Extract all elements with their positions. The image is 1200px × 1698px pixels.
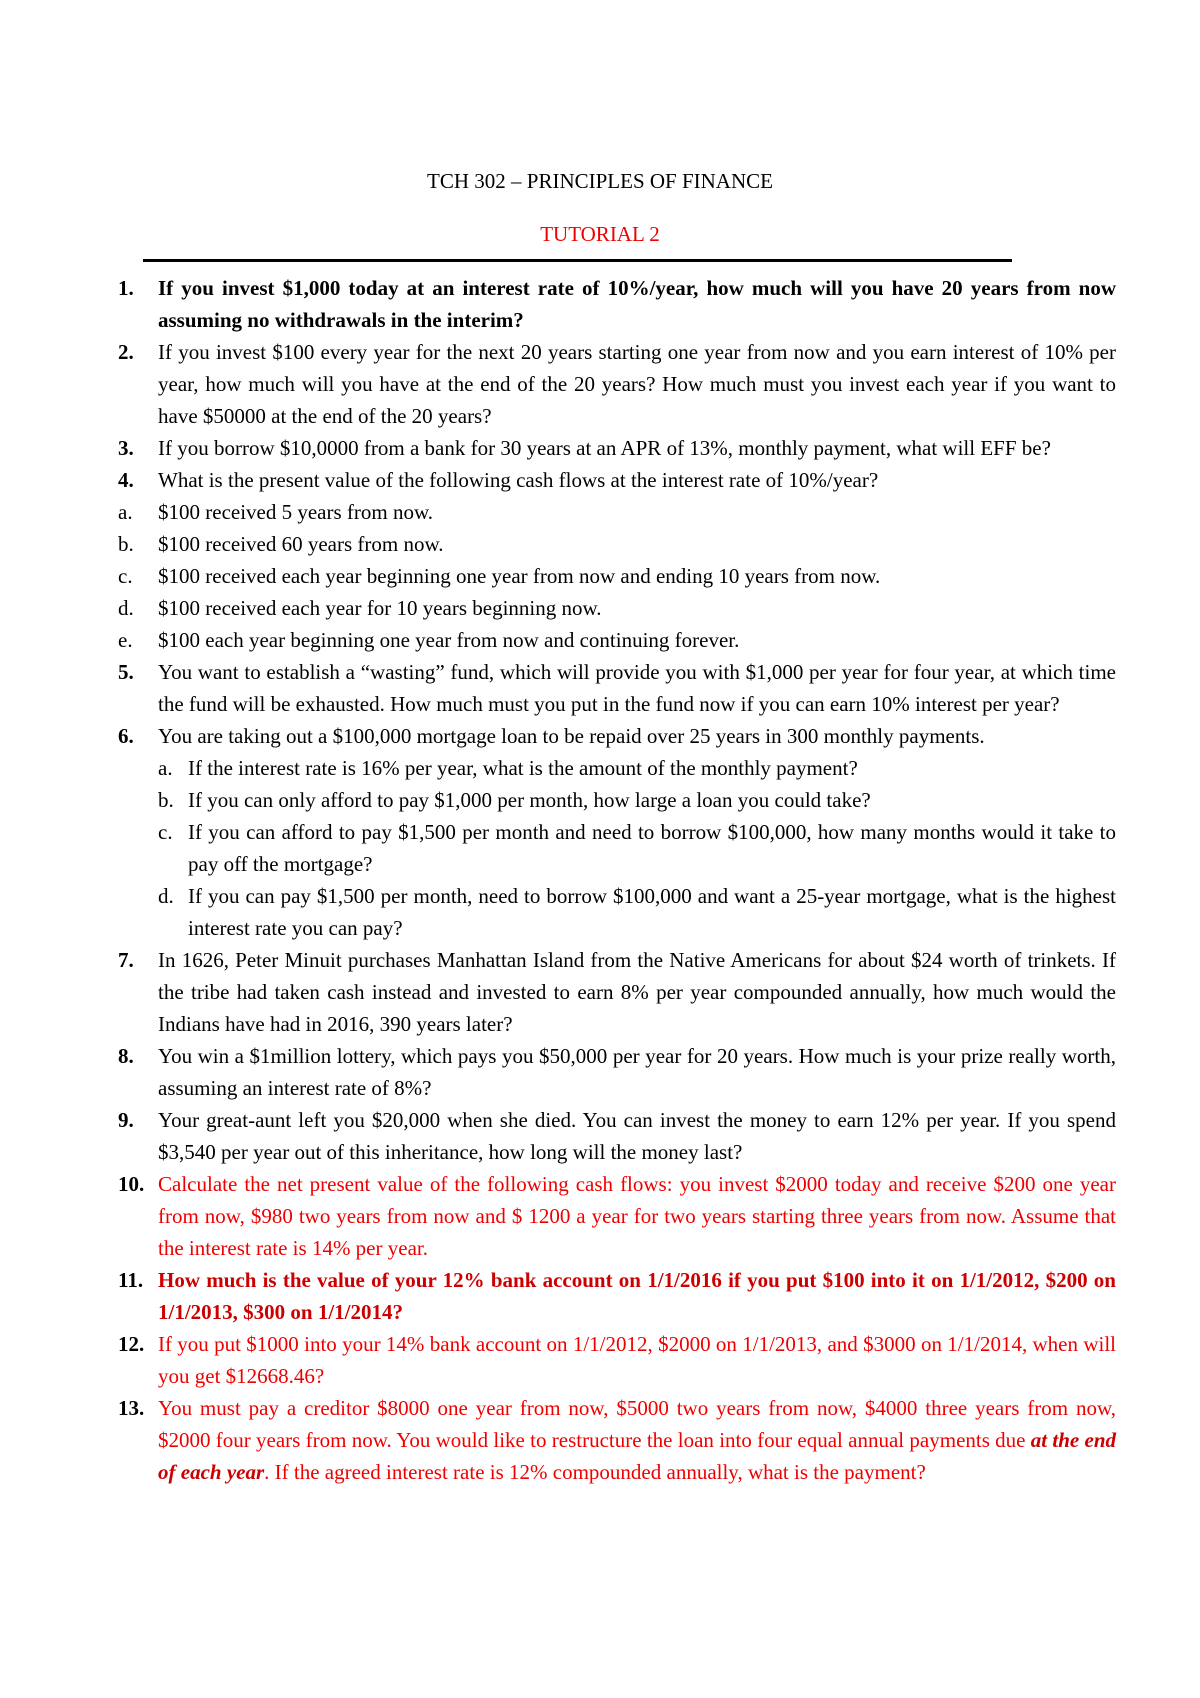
question-number: 6. — [118, 724, 134, 748]
question-8 — [118, 1040, 1116, 1104]
sub-question-6b — [118, 784, 1116, 816]
question-9 — [118, 1104, 1116, 1168]
sub-question-6c — [118, 816, 1116, 880]
question-number: 5. — [118, 660, 134, 684]
question-number: 2. — [118, 340, 134, 364]
question-number: 11. — [118, 1268, 144, 1292]
question-number: 12. — [118, 1332, 145, 1356]
page-subtitle: TUTORIAL 2 — [540, 222, 660, 246]
question-text: How much is the value of your 12% bank account on 1/1/2016 if you put $100 into it on 1/1/2012, $200 on 1/1/2013, $300 on 1/1/2014? — [158, 1268, 1116, 1324]
question-7 — [118, 944, 1116, 1040]
sub-question-text: If you can pay $1,500 per month, need to borrow $100,000 and want a 25-year mortgage, what is the highest interest rate you can pay? — [188, 884, 1116, 940]
question-text: Calculate the net present value of the following cash flows: you invest $2000 today and receive $200 one year from now, $980 two years from now and $ 1200 a year for two years starting three years from now. Assume that the interest rate is 14% per year. — [158, 1172, 1116, 1260]
question-2 — [118, 336, 1116, 432]
question-number: 13. — [118, 1396, 145, 1420]
question-number: 4. — [118, 468, 134, 492]
sub-question-6a — [118, 752, 1116, 784]
sub-question-6d — [118, 880, 1116, 944]
sub-question-4e — [118, 624, 1116, 656]
question-text: If you invest $100 every year for the next 20 years starting one year from now and you earn interest of 10% per year, how much will you have at the end of the 20 years? How much must you invest each year if you want to have $50000 at the end of the 20 years? — [158, 340, 1116, 428]
question-text: If you borrow $10,0000 from a bank for 30 years at an APR of 13%, monthly payment, what will EFF be? — [158, 436, 1051, 460]
question-number: 7. — [118, 948, 134, 972]
question-text: You win a $1million lottery, which pays you $50,000 per year for 20 years. How much is your prize really worth, assuming an interest rate of 8%? — [158, 1044, 1116, 1100]
question-number: 10. — [118, 1172, 145, 1196]
sub-question-letter: c. — [158, 820, 173, 844]
question-list — [118, 272, 1116, 1488]
question-text: You are taking out a $100,000 mortgage loan to be repaid over 25 years in 300 monthly payments. — [158, 724, 985, 748]
question-number: 9. — [118, 1108, 134, 1132]
sub-question-text: $100 received each year beginning one year from now and ending 10 years from now. — [158, 564, 881, 588]
question-number: 1. — [118, 276, 134, 300]
question-text: Your great-aunt left you $20,000 when she died. You can invest the money to earn 12% per year. If you spend $3,540 per year out of this inheritance, how long will the money last? — [158, 1108, 1116, 1164]
question-number: 3. — [118, 436, 134, 460]
question-10 — [118, 1168, 1116, 1264]
question-number: 8. — [118, 1044, 134, 1068]
question-5 — [118, 656, 1116, 720]
sub-question-letter: b. — [158, 788, 174, 812]
question-13 — [118, 1392, 1116, 1488]
question-1 — [118, 272, 1116, 336]
sub-question-4c — [118, 560, 1116, 592]
question-11 — [118, 1264, 1116, 1328]
sub-question-text: $100 received 5 years from now. — [158, 500, 434, 524]
question-text: If you put $1000 into your 14% bank account on 1/1/2012, $2000 on 1/1/2013, and $3000 on 1/1/2014, when will you get $12668.46? — [158, 1332, 1116, 1388]
question-4 — [118, 464, 1116, 496]
question-text: In 1626, Peter Minuit purchases Manhattan Island from the Native Americans for about $24 worth of trinkets. If the tribe had taken cash instead and invested to earn 8% per year compounded annually, how much would the Indians have had in 2016, 390 years later? — [158, 948, 1116, 1036]
sub-question-text: If the interest rate is 16% per year, what is the amount of the monthly payment? — [188, 756, 858, 780]
sub-question-text: $100 each year beginning one year from now and continuing forever. — [158, 628, 740, 652]
sub-question-letter: e. — [118, 628, 133, 652]
sub-question-4d — [118, 592, 1116, 624]
question-12 — [118, 1328, 1116, 1392]
question-text-start: You must pay a creditor $8000 one year from now, $5000 two years from now, $4000 three years from now, $2000 four years from now. You would like to restructure the loan into four equal annual payments due — [158, 1396, 1116, 1452]
divider — [143, 259, 1012, 262]
question-6 — [118, 720, 1116, 752]
sub-question-text: $100 received 60 years from now. — [158, 532, 444, 556]
page-title: TCH 302 – PRINCIPLES OF FINANCE — [427, 169, 773, 193]
question-3 — [118, 432, 1116, 464]
sub-question-text: $100 received each year for 10 years beginning now. — [158, 596, 602, 620]
question-text: You want to establish a “wasting” fund, which will provide you with $1,000 per year for four year, at which time the fund will be exhausted. How much must you put in the fund now if you can earn 10% interest per year? — [158, 660, 1116, 716]
sub-question-4a — [118, 496, 1116, 528]
sub-question-letter: c. — [118, 564, 133, 588]
sub-question-text: If you can afford to pay $1,500 per month and need to borrow $100,000, how many months would it take to pay off the mortgage? — [188, 820, 1116, 876]
sub-question-letter: d. — [158, 884, 174, 908]
question-text: If you invest $1,000 today at an interest rate of 10%/year, how much will you have 20 years from now assuming no withdrawals in the interim? — [158, 276, 1116, 332]
question-text: What is the present value of the following cash flows at the interest rate of 10%/year? — [158, 468, 879, 492]
question-text-emphasis: at the end of each year — [158, 1428, 1117, 1484]
sub-question-letter: b. — [118, 532, 134, 556]
sub-question-letter: d. — [118, 596, 134, 620]
sub-question-text: If you can only afford to pay $1,000 per month, how large a loan you could take? — [188, 788, 871, 812]
sub-question-4b — [118, 528, 1116, 560]
sub-question-letter: a. — [118, 500, 133, 524]
question-text-end: . If the agreed interest rate is 12% compounded annually, what is the payment? — [264, 1460, 926, 1484]
sub-question-letter: a. — [158, 756, 173, 780]
